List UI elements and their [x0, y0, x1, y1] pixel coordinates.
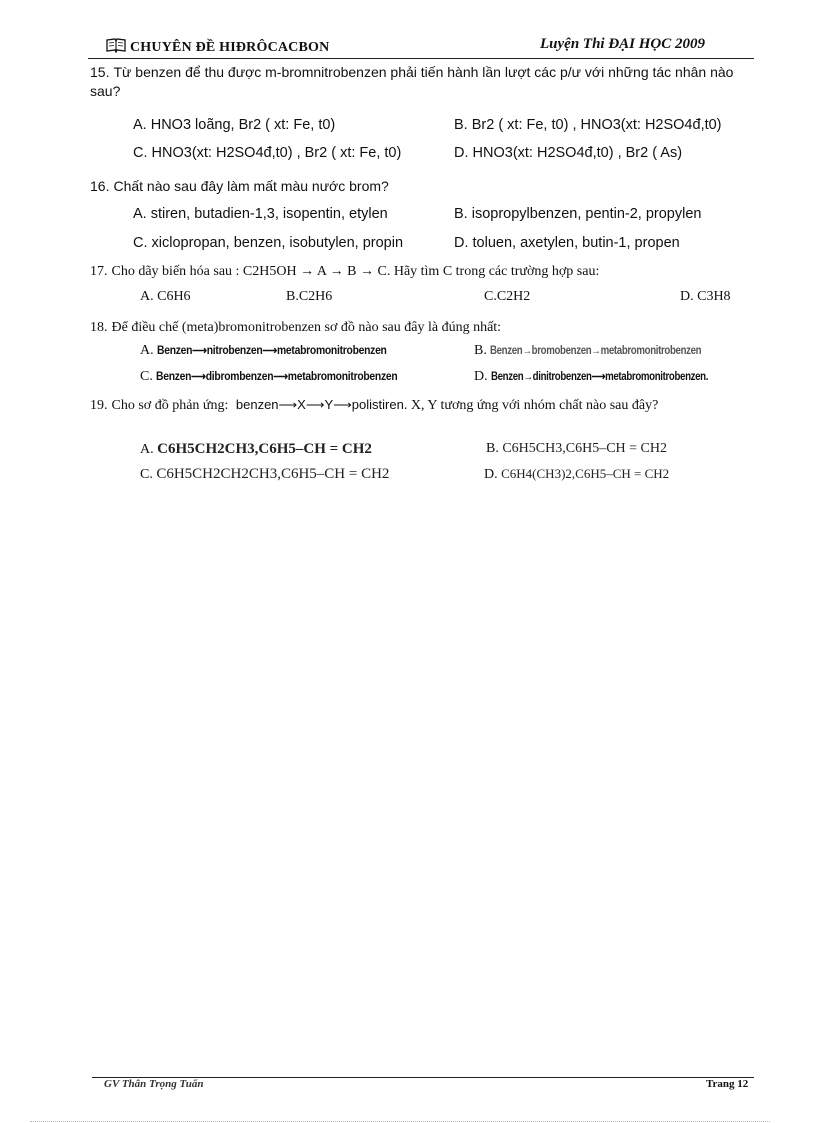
question-19-option-c: [140, 466, 389, 483]
option-scheme: Benzen→bromobenzen→metabromonitrobenzen: [490, 345, 702, 357]
question-18-option-d: [474, 369, 750, 385]
question-text: Từ benzen để thu được m-bromnitrobenzen phải tiến hành lần lượt các p/ư với những tác nhân nào sau?: [90, 64, 734, 99]
question-19-option-b: [486, 441, 667, 457]
header-left-title: CHUYÊN ĐỀ HIĐRÔCACBON: [130, 40, 330, 55]
question-text: Cho sơ đồ phản ứng:: [111, 398, 229, 413]
option-label: B.: [486, 441, 499, 456]
question-18-option-a: [140, 343, 412, 359]
question-18-option-c: [140, 369, 425, 385]
question-16-option-a: A. stiren, butadien-1,3, isopentin, etylen: [133, 206, 388, 222]
header-left: [106, 38, 329, 58]
question-15-option-d: D. HNO3(xt: H2SO4đ,t0) , Br2 ( As): [454, 145, 683, 161]
question-number: 16.: [90, 178, 110, 194]
option-label: C.: [140, 369, 153, 384]
question-text: Để điều chế (meta)bromonitrobenzen sơ đồ nào sau đây là đúng nhất:: [111, 320, 502, 335]
option-label: D.: [474, 369, 488, 384]
question-16-option-d: D. toluen, axetylen, butin-1, propen: [454, 235, 680, 251]
option-formula: C6H4(CH3)2,C6H5–CH = CH2: [501, 466, 670, 481]
question-number: 15.: [90, 64, 110, 80]
option-label: B.: [474, 343, 487, 358]
question-17-stem: [90, 262, 754, 281]
question-18-stem: [90, 318, 754, 337]
page-bottom-edge: [30, 1121, 770, 1122]
header-divider: [88, 58, 754, 59]
question-15-option-b: B. Br2 ( xt: Fe, t0) , HNO3(xt: H2SO4đ,t0): [454, 117, 722, 133]
question-16-option-c: C. xiclopropan, benzen, isobutylen, propin: [133, 235, 404, 251]
option-scheme: Benzen→dinitrobenzen⟶metabromonitrobenzen.: [491, 371, 709, 383]
question-16-stem: [90, 177, 754, 196]
question-text: Chất nào sau đây làm mất màu nước brom?: [113, 178, 389, 194]
option-scheme: Benzen⟶nitrobenzen⟶metabromonitrobenzen: [157, 345, 387, 357]
option-formula: C6H5CH3,C6H5–CH = CH2: [502, 441, 667, 456]
option-label: A.: [140, 343, 154, 358]
footer-author: GV Thân Trọng Tuấn: [104, 1078, 204, 1090]
option-formula: C6H5CH2CH3,C6H5–CH = CH2: [157, 441, 372, 457]
question-15-stem: [90, 63, 754, 101]
question-17-option-b: B.C2H6: [286, 289, 333, 304]
question-19-stem: [90, 396, 754, 414]
question-17-option-c: C.C2H2: [484, 289, 531, 304]
option-label: C.: [140, 467, 153, 482]
question-19-option-a: [140, 441, 372, 458]
footer-page-number: Trang 12: [706, 1078, 749, 1090]
question-text-continued: . X, Y tương ứng với nhóm chất nào sau đây?: [403, 398, 659, 413]
question-15-option-a: A. HNO3 loãng, Br2 ( xt: Fe, t0): [133, 117, 336, 133]
option-scheme: Benzen⟶dibrombenzen⟶metabromonitrobenzen: [156, 371, 398, 383]
header-right-title: Luyện Thi ĐẠI HỌC 2009: [540, 36, 706, 52]
question-18-option-b: [474, 343, 742, 359]
option-label: D.: [484, 467, 498, 482]
question-19-option-d: [484, 466, 669, 483]
question-text: Cho dãy biến hóa sau : C2H5OH → A → B → C. Hãy tìm C trong các trường hợp sau:: [111, 264, 600, 279]
question-17-option-a: A. C6H6: [140, 289, 191, 304]
question-17-option-d: D. C3H8: [680, 289, 731, 304]
question-number: 19.: [90, 398, 108, 413]
question-15-option-c: C. HNO3(xt: H2SO4đ,t0) , Br2 ( xt: Fe, t0): [133, 145, 402, 161]
question-number: 17.: [90, 264, 108, 279]
question-16-option-b: B. isopropylbenzen, pentin-2, propylen: [454, 206, 702, 222]
option-label: A.: [140, 442, 154, 457]
reaction-scheme: benzen⟶X⟶Y⟶polistiren: [235, 397, 404, 412]
book-icon: [106, 38, 126, 58]
option-formula: C6H5CH2CH2CH3,C6H5–CH = CH2: [156, 466, 390, 482]
question-number: 18.: [90, 320, 108, 335]
